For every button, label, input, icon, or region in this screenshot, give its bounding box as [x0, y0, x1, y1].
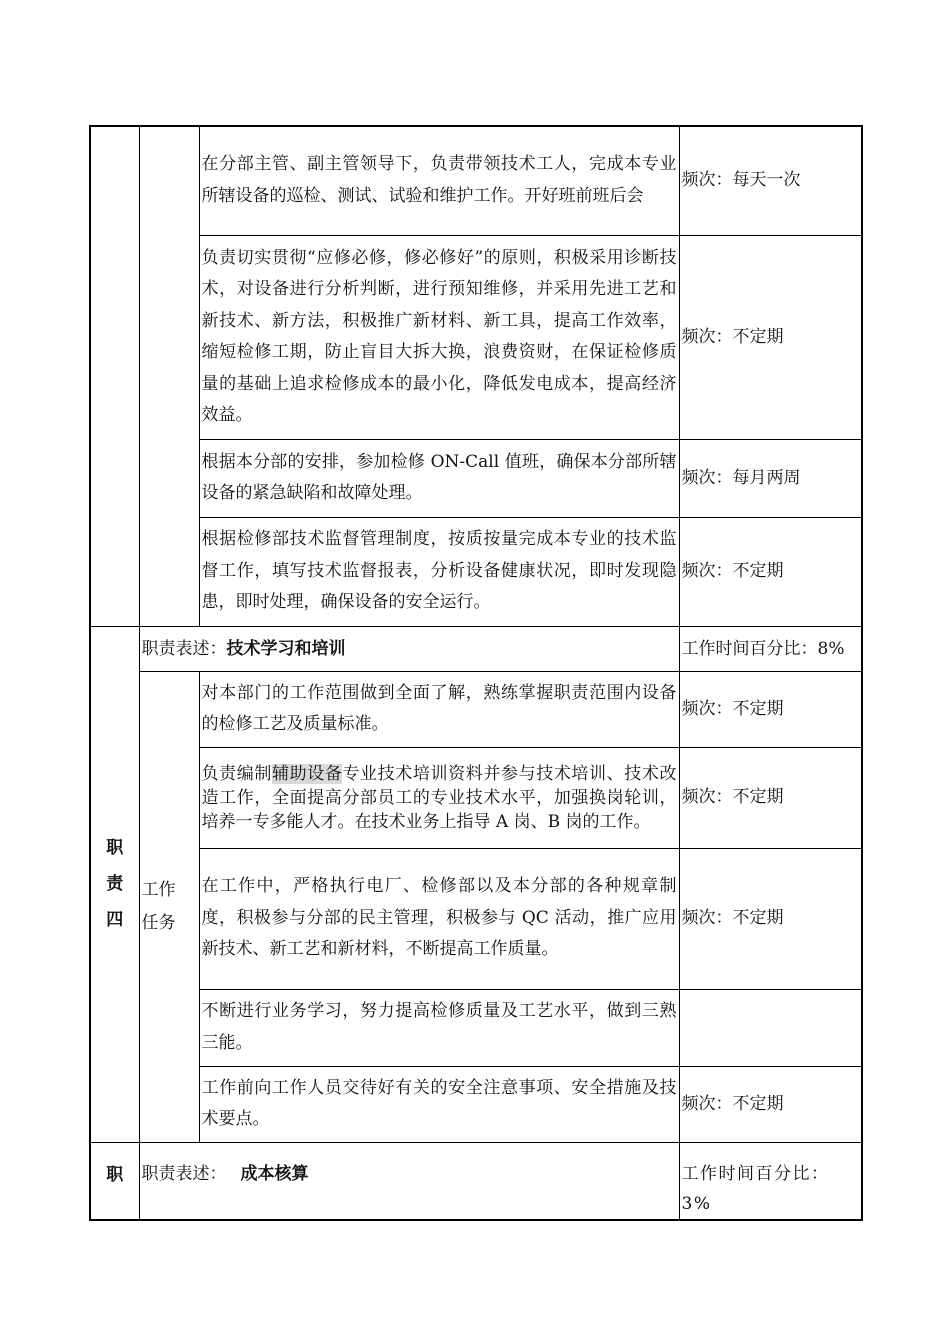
task-text: 根据检修部技术监督管理制度，按质按量完成本专业的技术监督工作，填写技术监督报表，分析设备健康状况，即时发现隐患，即时处理，确保设备的安全运行。 — [199, 517, 679, 626]
highlighted-text: 辅助设备 — [271, 763, 343, 784]
duty-description — [139, 626, 679, 671]
task-frequency: 频次：不定期 — [679, 747, 862, 848]
task-text: 在工作中，严格执行电厂、检修部以及本分部的各种规章制度，积极参与分部的民主管理，积极参与 QC 活动，推广应用新技术、新工艺和新材料，不断提高工作质量。 — [199, 848, 679, 989]
duty-description-prefix: 职责表述： — [141, 638, 227, 659]
table-row — [90, 671, 862, 747]
section-label-char: 职 — [106, 838, 124, 858]
task-text: 根据本分部的安排，参加检修 ON-Call 值班，确保本分部所辖设备的紧急缺陷和故障处理。 — [199, 439, 679, 517]
task-text: 对本部门的工作范围做到全面了解，熟练掌握职责范围内设备的检修工艺及质量标准。 — [199, 671, 679, 747]
duty-description-title: 技术学习和培训 — [226, 638, 346, 659]
sub-label-line: 任务 — [141, 912, 176, 933]
task-frequency — [679, 989, 862, 1066]
table-row — [90, 848, 862, 989]
section-label-cell — [90, 126, 139, 626]
task-text: 工作前向工作人员交待好有关的安全注意事项、安全措施及技术要点。 — [199, 1066, 679, 1142]
section-label-char: 四 — [106, 910, 124, 930]
task-frequency: 频次：不定期 — [679, 848, 862, 989]
table-row — [90, 1142, 862, 1220]
sub-label-cell — [139, 126, 199, 626]
duty-description-prefix: 职责表述： — [141, 1163, 227, 1184]
task-text — [199, 747, 679, 848]
table-row — [90, 626, 862, 671]
duty-table — [89, 125, 863, 1221]
section-label-char: 职 — [106, 1164, 124, 1185]
table-row — [90, 989, 862, 1066]
table-row — [90, 235, 862, 439]
work-time-percentage: 工作时间百分比：8% — [679, 626, 862, 671]
task-frequency: 频次：不定期 — [679, 671, 862, 747]
task-text: 不断进行业务学习，努力提高检修质量及工艺水平，做到三熟三能。 — [199, 989, 679, 1066]
task-text: 在分部主管、副主管领导下，负责带领技术工人，完成本专业所辖设备的巡检、测试、试验和维护工作。开好班前班后会 — [199, 126, 679, 235]
table-row — [90, 439, 862, 517]
task-text: 负责切实贯彻“应修必修，修必修好”的原则，积极采用诊断技术，对设备进行分析判断，进行预知维修，并采用先进工艺和新技术、新方法，积极推广新材料、新工具，提高工作效率，缩短检修工期，防止盲目大拆大换，浪费资财，在保证检修质量的基础上追求检修成本的最小化，降低发电成本，提高经济效益。 — [199, 235, 679, 439]
sub-label-line: 工作 — [141, 879, 176, 900]
task-frequency: 频次：每天一次 — [679, 126, 862, 235]
table-row — [90, 747, 862, 848]
sub-label-cell — [139, 671, 199, 1142]
section-label-char: 责 — [106, 874, 124, 894]
task-text-part: 专业技术培训资料并参与技术培训、技术改造工作，全面提高分部员工的专业技术水平，加强换岗轮训，培养一专多能人才。在技术业务上指导 A 岗、B 岗的工作。 — [201, 763, 677, 832]
task-frequency: 频次：不定期 — [679, 517, 862, 626]
section-label-cell — [90, 1142, 139, 1220]
table-row — [90, 126, 862, 235]
section-label-cell — [90, 626, 139, 1142]
work-time-percentage: 工作时间百分比：3% — [679, 1142, 862, 1220]
duty-description — [139, 1142, 679, 1220]
task-frequency: 频次：不定期 — [679, 235, 862, 439]
task-frequency: 频次：不定期 — [679, 1066, 862, 1142]
task-frequency: 频次：每月两周 — [679, 439, 862, 517]
table-row — [90, 517, 862, 626]
duty-description-title: 成本核算 — [240, 1163, 309, 1184]
task-text-part: 负责编制 — [201, 763, 272, 784]
table-row — [90, 1066, 862, 1142]
